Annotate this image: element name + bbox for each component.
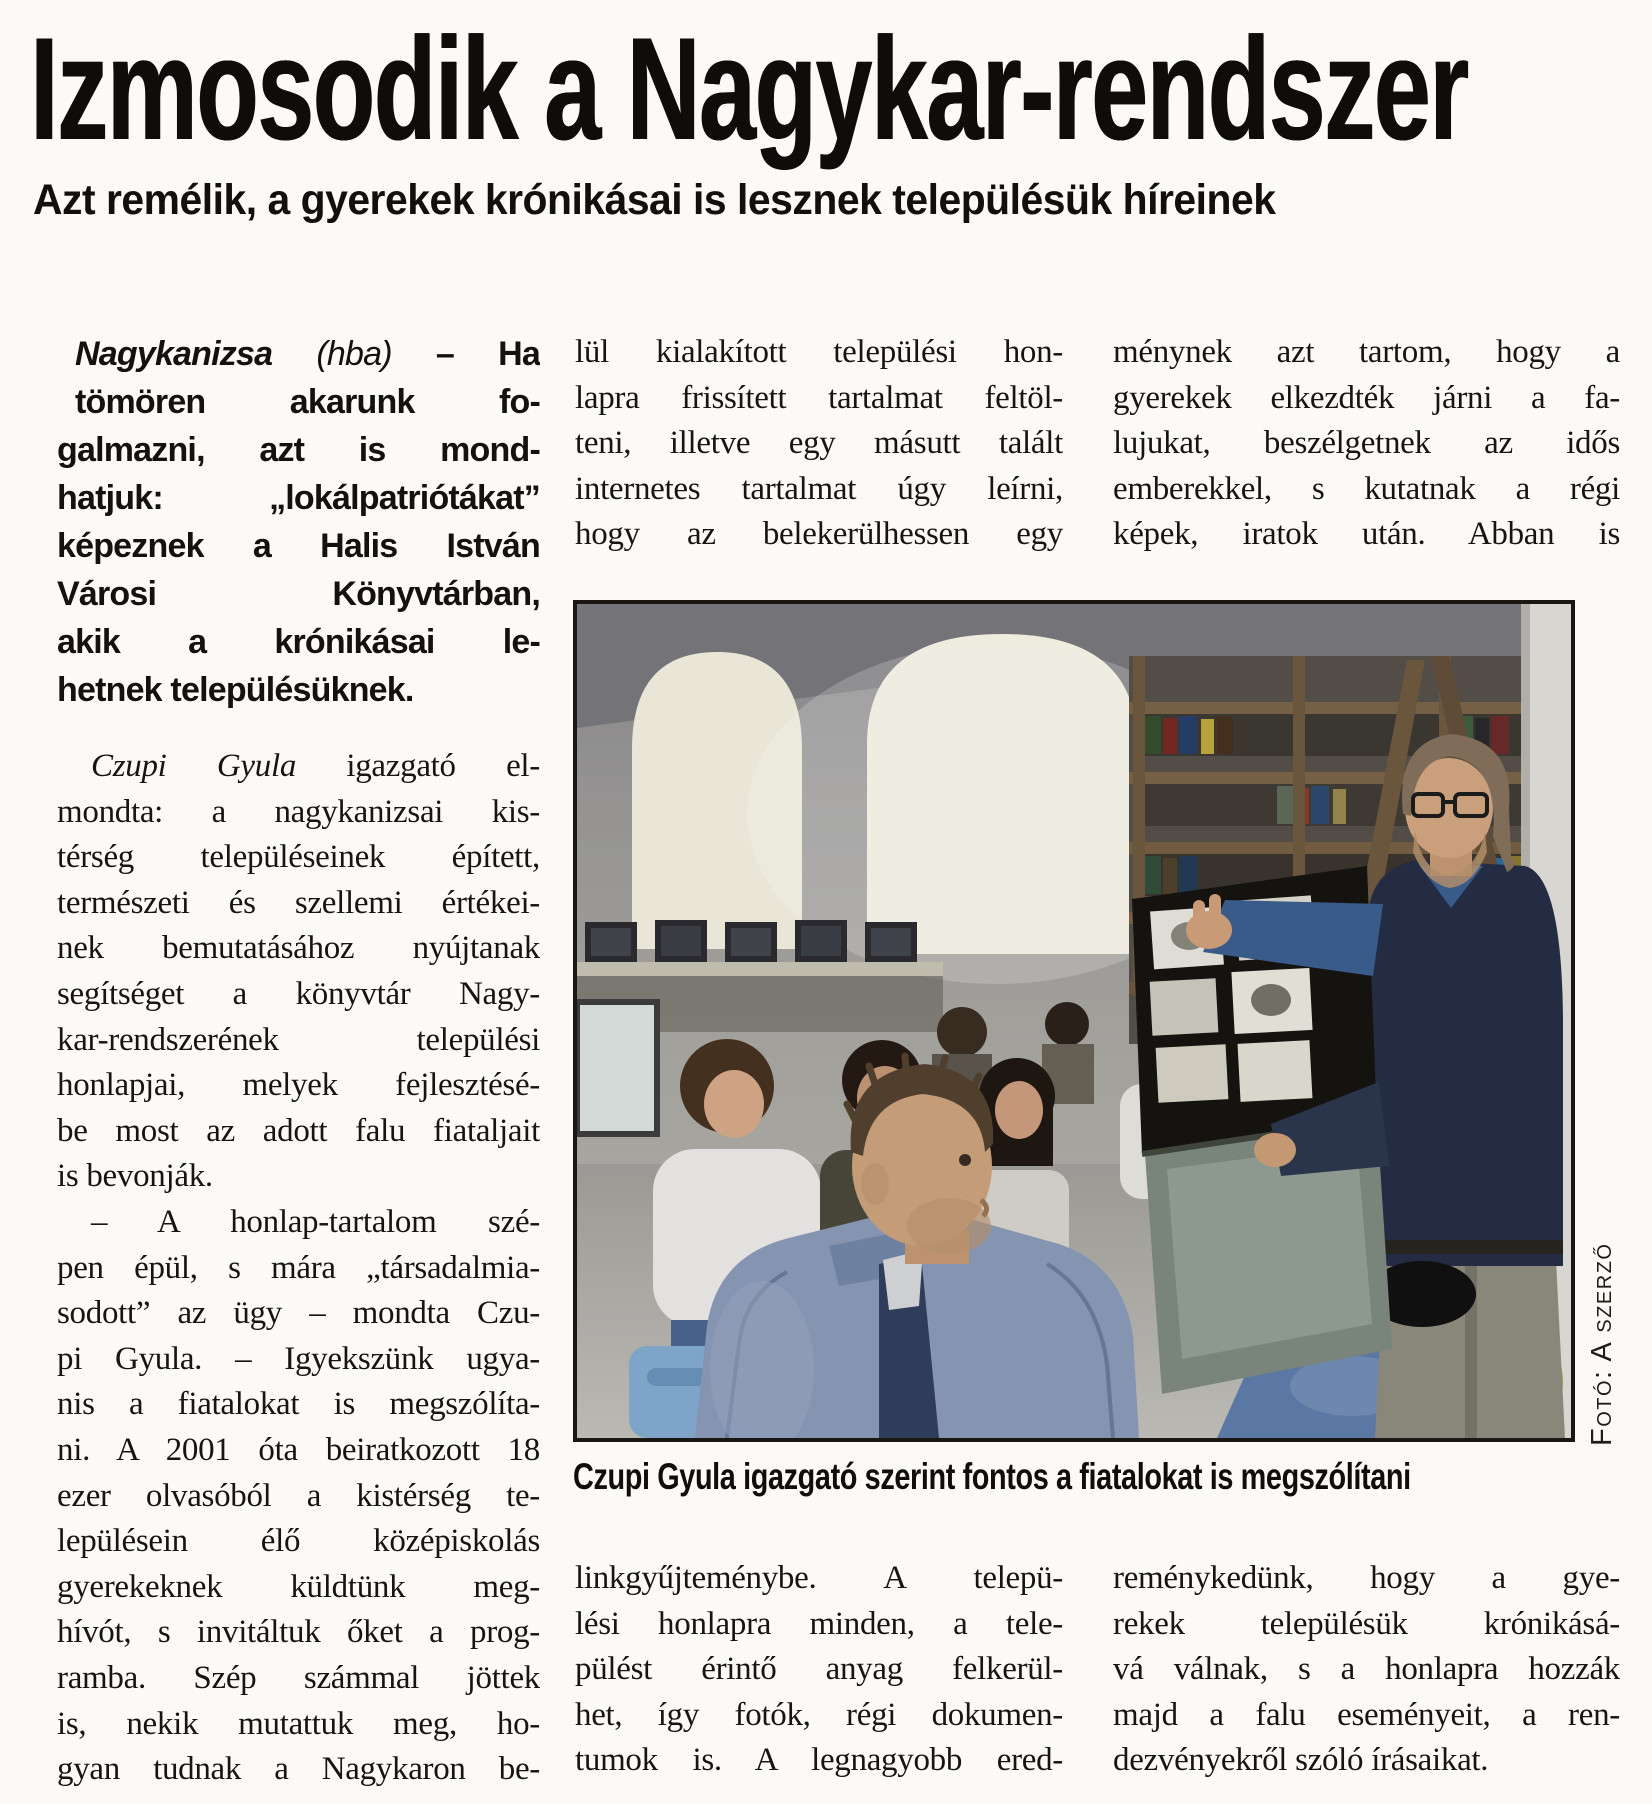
column-2-bottom-lines — [575, 1556, 1063, 1784]
text-line: térség településeinek épített, — [57, 839, 540, 876]
text-line: gyerekek elkezdték járni a fa- — [1113, 379, 1620, 416]
text-line: be most az adott falu fiataljait — [57, 1112, 540, 1149]
text-line: lujukat, beszélgetnek az idős — [1113, 425, 1620, 462]
text-line: vá válnak, s a honlapra hozzák — [1113, 1651, 1620, 1688]
text-line: pi Gyula. – Igyekszünk ugya- — [57, 1340, 540, 1377]
paragraph-2-first-line-rest: igazgató el- — [296, 748, 540, 784]
text-line: lül kialakított települési hon- — [575, 334, 1063, 370]
text-line: mondta: a nagykanizsai kis- — [57, 793, 540, 830]
text-line: Városi Könyvtárban, — [57, 575, 540, 613]
column-3-bottom — [1113, 1556, 1620, 1784]
lead-paragraph — [57, 330, 540, 714]
text-line: – A honlap-tartalom szé- — [91, 1204, 540, 1240]
text-line: rekek településük krónikásá- — [1113, 1605, 1620, 1642]
text-line: ramba. Szép számmal jöttek — [57, 1659, 540, 1696]
lead-intro: – Ha — [435, 335, 540, 373]
paragraph-2-first-line — [57, 744, 540, 790]
headline: Izmosodik a Nagykar-rendszer — [30, 7, 1468, 170]
text-line: kar-rendszerének települési — [57, 1021, 540, 1058]
paragraph-3 — [57, 1200, 540, 1793]
text-line: természeti és szellemi értékei- — [57, 884, 540, 921]
paragraph-3-lines — [57, 1200, 540, 1793]
text-line: sodott” az ügy – mondta Czu- — [57, 1295, 540, 1332]
text-line: ni. A 2001 óta beiratkozott 18 — [57, 1431, 540, 1468]
text-line: tumok is. A legnagyobb ered- — [575, 1742, 1063, 1779]
library-presentation-illustration — [577, 604, 1571, 1438]
text-line: is, nekik mutattuk meg, ho- — [57, 1705, 540, 1742]
text-line: hatjuk: „lokálpatriótákat” — [57, 479, 540, 517]
column-2-top-lines — [575, 330, 1063, 558]
text-line: hívót, s invitáltuk őket a prog- — [57, 1614, 540, 1651]
column-3-bottom-lines — [1113, 1556, 1620, 1784]
column-3-top — [1113, 330, 1620, 558]
text-line: ezer olvasóból a kistérség te- — [57, 1477, 540, 1514]
paragraph-2-lines — [57, 790, 540, 1200]
text-line: tömören akarunk fo- — [75, 383, 540, 421]
dateline-location: Nagykanizsa — [75, 335, 273, 373]
text-line: gyan tudnak a Nagykaron be- — [57, 1751, 540, 1788]
text-line: ménynek azt tartom, hogy a — [1113, 334, 1620, 370]
column-2-top — [575, 330, 1063, 558]
text-line: emberekkel, s kutatnak a régi — [1113, 470, 1620, 507]
column-2-bottom — [575, 1556, 1063, 1784]
lead-first-line — [57, 330, 540, 378]
text-line: honlapjai, melyek fejlesztésé- — [57, 1067, 540, 1104]
text-line: lési honlapra minden, a tele- — [575, 1605, 1063, 1642]
text-line: majd a falu eseményeit, a ren- — [1113, 1696, 1620, 1733]
text-line: reménykedünk, hogy a gye- — [1113, 1560, 1620, 1596]
text-line: dezvényekről szóló írásaikat. — [1113, 1742, 1489, 1779]
text-line: lapra frissített tartalmat feltöl- — [575, 379, 1063, 416]
text-line: pen épül, s mára „társadalmia- — [57, 1249, 540, 1286]
text-line: akik a krónikásai le- — [57, 623, 540, 661]
text-line: pülést érintő anyag felkerül- — [575, 1651, 1063, 1688]
lead-lines — [57, 378, 540, 714]
article-photo — [573, 600, 1575, 1442]
text-line: gyerekeknek küldtünk meg- — [57, 1568, 540, 1605]
text-line: nek bemutatásához nyújtanak — [57, 930, 540, 967]
text-line: nis a fiatalokat is megszólíta- — [57, 1386, 540, 1423]
text-line: lepülésein élő középiskolás — [57, 1523, 540, 1560]
text-line: képeznek a Halis István — [57, 527, 540, 565]
text-line: hetnek településüknek. — [57, 671, 414, 709]
text-line: galmazni, azt is mond- — [57, 431, 540, 469]
paragraph-2 — [57, 744, 540, 1200]
speaker-name: Czupi Gyula — [91, 748, 297, 784]
photo-caption: Czupi Gyula igazgató szerint fontos a fiatalokat is megszólítani — [573, 1456, 1411, 1497]
text-line: képek, iratok után. Abban is — [1113, 516, 1620, 553]
text-line: teni, illetve egy másutt talált — [575, 425, 1063, 462]
column-3-top-lines — [1113, 330, 1620, 558]
text-line: het, így fotók, régi dokumen- — [575, 1696, 1063, 1733]
byline-initials: (hba) — [272, 335, 436, 373]
text-line: linkgyűjteménybe. A telepü- — [575, 1560, 1063, 1596]
photo-credit: Fotó: A szerző — [1586, 1242, 1618, 1446]
subheadline: Azt remélik, a gyerekek krónikásai is lesznek településük híreinek — [33, 176, 1276, 224]
text-line: is bevonják. — [57, 1158, 213, 1195]
text-line: hogy az belekerülhessen egy — [575, 516, 1063, 553]
text-line: segítséget a könyvtár Nagy- — [57, 975, 540, 1012]
text-line: internetes tartalmat úgy leírni, — [575, 470, 1063, 507]
